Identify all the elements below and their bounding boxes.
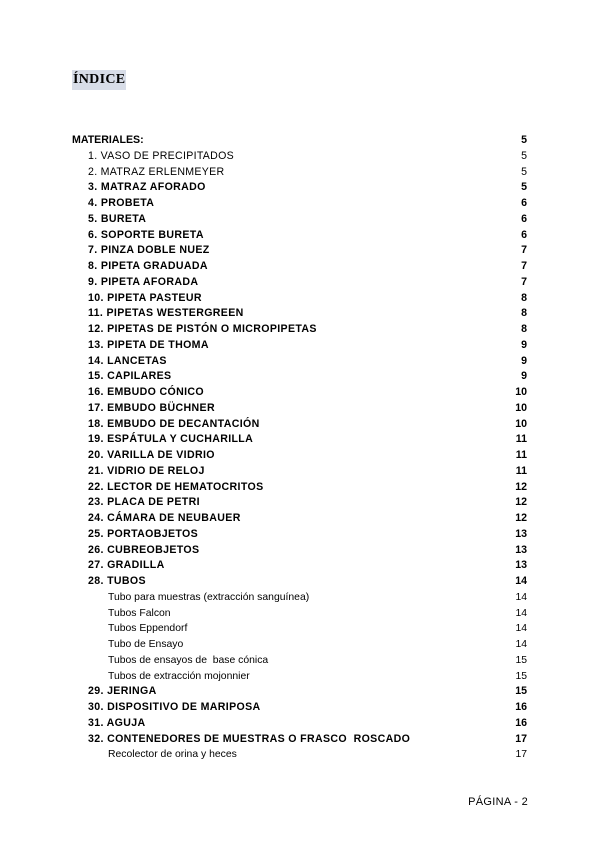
toc-entry[interactable] xyxy=(0,149,600,165)
toc-entry-page: 13 xyxy=(515,527,527,540)
toc-entry-label: 13. PIPETA DE THOMA xyxy=(88,338,209,351)
toc-entry[interactable] xyxy=(0,306,600,322)
toc-entry-label: 14. LANCETAS xyxy=(88,354,167,367)
toc-entry[interactable] xyxy=(0,196,600,212)
toc-entry-page: 9 xyxy=(521,338,527,351)
toc-entry-page: 13 xyxy=(515,559,527,572)
toc-entry[interactable] xyxy=(0,684,600,700)
toc-entry-label: 25. PORTAOBJETOS xyxy=(88,527,198,540)
toc-entry-label: Tubo para muestras (extracción sanguínea) xyxy=(108,591,310,603)
toc-entry-label: 17. EMBUDO BÜCHNER xyxy=(88,401,215,414)
toc-entry-label: 18. EMBUDO DE DECANTACIÓN xyxy=(88,417,260,430)
toc-entry-label: 4. PROBETA xyxy=(88,197,155,209)
toc-entry[interactable] xyxy=(0,653,600,669)
toc-entry[interactable] xyxy=(0,275,600,291)
toc-entry-page: 8 xyxy=(521,307,527,320)
toc-entry-page: 7 xyxy=(521,244,527,257)
toc-entry[interactable] xyxy=(0,228,600,244)
toc-entry[interactable] xyxy=(0,495,600,511)
toc-entry-label: 1. VASO DE PRECIPITADOS xyxy=(88,149,235,162)
toc-entry-page: 9 xyxy=(521,370,527,383)
toc-entry-label: 2. MATRAZ ERLENMEYER xyxy=(88,165,225,178)
toc-entry-page: 12 xyxy=(515,496,527,509)
toc-entry[interactable] xyxy=(0,322,600,338)
toc-entry-label: 32. CONTENEDORES DE MUESTRAS O FRASCO ROSCADO xyxy=(88,732,411,745)
toc-entry-label: Tubos Falcon xyxy=(108,607,171,619)
toc-entry-label: 12. PIPETAS DE PISTÓN O MICROPIPETAS xyxy=(88,323,317,335)
toc-entry[interactable] xyxy=(0,590,600,606)
toc-entry-page: 17 xyxy=(515,749,527,761)
toc-entry-label: 8. PIPETA GRADUADA xyxy=(88,260,208,272)
toc-entry[interactable] xyxy=(0,669,600,685)
toc-entry-page: 6 xyxy=(521,228,527,241)
toc-entry-page: 5 xyxy=(521,149,527,162)
toc-entry-page: 16 xyxy=(515,716,527,729)
toc-entry[interactable] xyxy=(0,354,600,370)
toc-entry-page: 14 xyxy=(515,607,527,619)
toc-entry[interactable] xyxy=(0,621,600,637)
toc-entry[interactable] xyxy=(0,747,600,763)
toc-entry-page: 17 xyxy=(515,732,527,745)
toc-entry[interactable] xyxy=(0,212,600,228)
toc-entry-page: 11 xyxy=(515,449,527,461)
toc-entry-label: 10. PIPETA PASTEUR xyxy=(88,291,202,304)
toc-entry-page: 5 xyxy=(521,134,527,146)
toc-entry-page: 14 xyxy=(515,591,527,603)
toc-entry[interactable] xyxy=(0,385,600,401)
toc-entry-label: 15. CAPILARES xyxy=(88,370,172,383)
toc-entry-label: 11. PIPETAS WESTERGREEN xyxy=(88,307,244,320)
toc-entry-label: 16. EMBUDO CÓNICO xyxy=(88,386,205,398)
toc-entry-label: 26. CUBREOBJETOS xyxy=(88,543,200,556)
toc-entry-page: 14 xyxy=(515,623,527,635)
toc-entry-label: 19. ESPÁTULA Y CUCHARILLA xyxy=(88,433,254,446)
toc-entry-page: 12 xyxy=(515,480,527,493)
toc-entry-page: 11 xyxy=(515,464,527,477)
toc-entry[interactable] xyxy=(0,464,600,480)
toc-entry-label: 3. MATRAZ AFORADO xyxy=(88,181,206,194)
toc-entry[interactable] xyxy=(0,259,600,275)
toc-entry-page: 7 xyxy=(521,275,527,288)
toc-entry-page: 13 xyxy=(515,543,527,556)
toc-entry-page: 5 xyxy=(521,165,527,178)
table-of-contents xyxy=(0,133,600,763)
toc-entry[interactable] xyxy=(0,480,600,496)
toc-entry-page: 10 xyxy=(515,401,527,414)
toc-entry[interactable] xyxy=(0,637,600,653)
toc-entry-label: Tubos de extracción mojonnier xyxy=(108,670,250,682)
toc-entry[interactable] xyxy=(0,606,600,622)
toc-entry[interactable] xyxy=(0,558,600,574)
toc-entry[interactable] xyxy=(0,543,600,559)
toc-entry-label: 31. AGUJA xyxy=(88,716,146,729)
toc-entry-label: 20. VARILLA DE VIDRIO xyxy=(88,449,215,461)
toc-entry-label: 30. DISPOSITIVO DE MARIPOSA xyxy=(88,701,261,713)
toc-entry-page: 11 xyxy=(515,433,527,446)
toc-entry-page: 8 xyxy=(521,323,527,335)
toc-entry[interactable] xyxy=(0,180,600,196)
toc-entry-page: 9 xyxy=(521,354,527,367)
toc-entry-label: 27. GRADILLA xyxy=(88,559,165,572)
toc-entry[interactable] xyxy=(0,133,600,149)
toc-entry-label: 5. BURETA xyxy=(88,212,147,225)
page-number-footer: PÁGINA - 2 xyxy=(468,796,528,808)
toc-entry-page: 10 xyxy=(515,386,527,398)
toc-entry[interactable] xyxy=(0,448,600,464)
toc-entry-page: 8 xyxy=(521,291,527,304)
toc-entry-label: 7. PINZA DOBLE NUEZ xyxy=(88,244,210,257)
toc-entry[interactable] xyxy=(0,700,600,716)
toc-entry-label: 9. PIPETA AFORADA xyxy=(88,275,199,288)
toc-entry[interactable] xyxy=(0,291,600,307)
toc-entry-page: 6 xyxy=(521,212,527,225)
toc-entry[interactable] xyxy=(0,401,600,417)
toc-entry-page: 6 xyxy=(521,197,527,209)
toc-entry-page: 14 xyxy=(515,575,527,587)
toc-entry-label: Tubo de Ensayo xyxy=(108,639,184,650)
toc-entry-page: 14 xyxy=(515,639,527,650)
toc-entry-page: 15 xyxy=(515,685,527,698)
toc-entry-page: 7 xyxy=(521,260,527,272)
toc-entry-page: 12 xyxy=(515,512,527,524)
toc-entry-label: MATERIALES: xyxy=(72,134,144,146)
toc-entry[interactable] xyxy=(0,432,600,448)
toc-entry[interactable] xyxy=(0,574,600,590)
toc-entry-label: 28. TUBOS xyxy=(88,575,146,587)
toc-entry-label: 22. LECTOR DE HEMATOCRITOS xyxy=(88,480,264,493)
toc-entry-label: 21. VIDRIO DE RELOJ xyxy=(88,464,205,477)
toc-entry[interactable] xyxy=(0,511,600,527)
toc-entry[interactable] xyxy=(0,417,600,433)
toc-entry-page: 10 xyxy=(515,417,527,430)
toc-entry-label: Tubos Eppendorf xyxy=(108,623,188,635)
page-title: ÍNDICE xyxy=(72,70,126,90)
toc-entry[interactable] xyxy=(0,527,600,543)
toc-entry-page: 5 xyxy=(521,181,527,194)
toc-entry[interactable] xyxy=(0,165,600,181)
toc-entry-label: 23. PLACA DE PETRI xyxy=(88,496,200,509)
toc-entry-label: Recolector de orina y heces xyxy=(108,749,237,761)
toc-entry[interactable] xyxy=(0,243,600,259)
toc-entry[interactable] xyxy=(0,338,600,354)
toc-entry-page: 16 xyxy=(515,701,527,713)
toc-entry[interactable] xyxy=(0,716,600,732)
toc-entry[interactable] xyxy=(0,732,600,748)
toc-entry-label: 24. CÁMARA DE NEUBAUER xyxy=(88,512,241,524)
toc-entry[interactable] xyxy=(0,369,600,385)
toc-entry-page: 15 xyxy=(515,654,527,666)
toc-entry-label: 29. JERINGA xyxy=(88,685,157,698)
toc-entry-page: 15 xyxy=(515,670,527,682)
toc-entry-label: Tubos de ensayos de base cónica xyxy=(108,654,269,666)
toc-entry-label: 6. SOPORTE BURETA xyxy=(88,228,204,241)
